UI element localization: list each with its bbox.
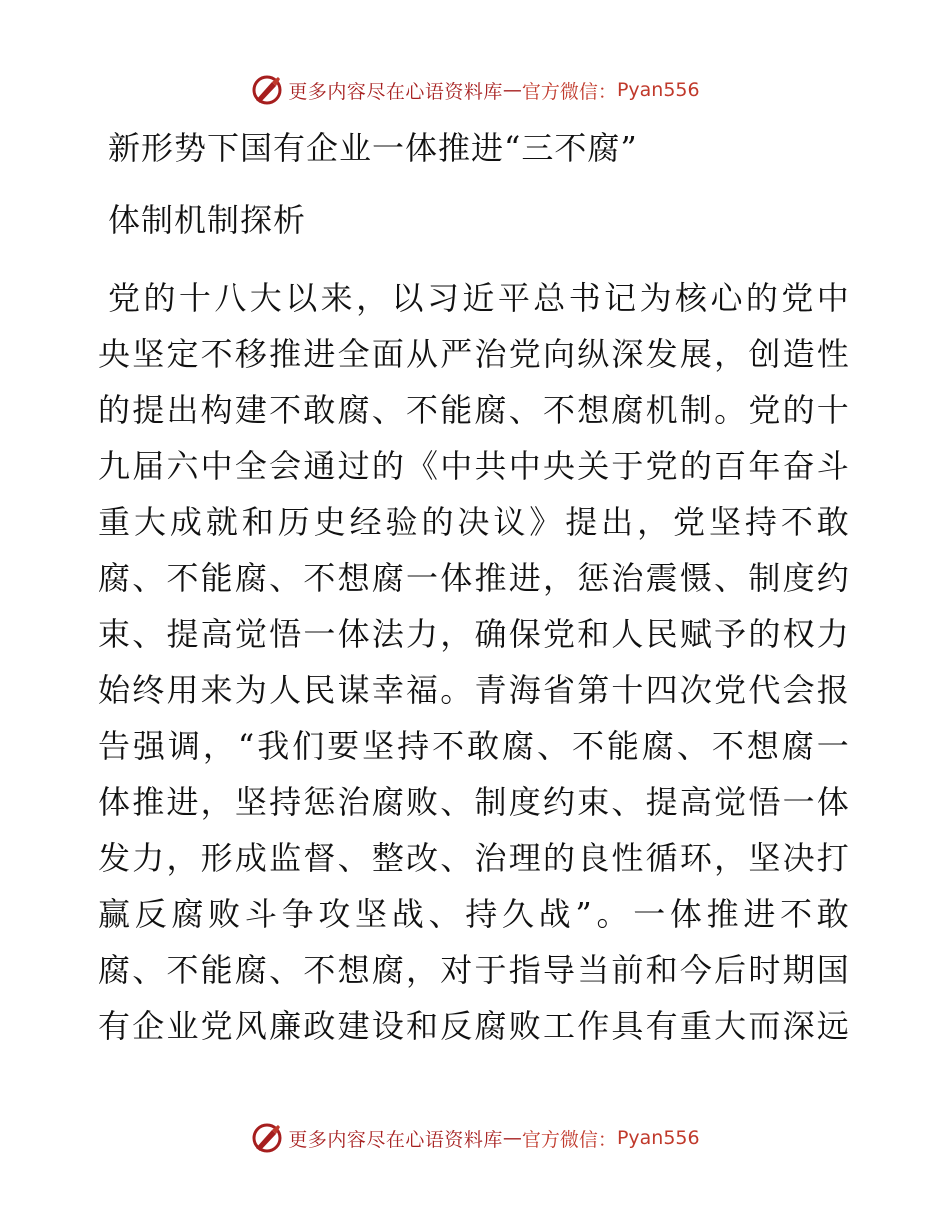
quill-logo-icon <box>250 1121 284 1155</box>
banner-separator: — <box>502 1127 522 1149</box>
body-line: 的提出构建不敢腐、不能腐、不想腐机制。党的十 <box>98 391 850 429</box>
body-line: 央坚定不移推进全面从严治党向纵深发展，创造性 <box>98 335 850 373</box>
body-line: 九届六中全会通过的《中共中央关于党的百年奋斗 <box>98 447 850 485</box>
banner-wechat-id: Pyan556 <box>616 1127 700 1149</box>
document-body <box>98 270 850 1054</box>
header-banner <box>0 70 950 110</box>
body-line: 告强调，“我们要坚持不敢腐、不能腐、不想腐一 <box>98 727 850 765</box>
body-line: 体推进，坚持惩治腐败、制度约束、提高觉悟一体 <box>98 783 850 821</box>
body-line: 始终用来为人民谋幸福。青海省第十四次党代会报 <box>98 671 850 709</box>
body-line: 重大成就和历史经验的决议》提出，党坚持不敢 <box>98 503 850 541</box>
body-line: 赢反腐败斗争攻坚战、持久战”。一体推进不敢 <box>98 895 850 933</box>
quill-logo-icon <box>250 73 284 107</box>
body-line: 有企业党风廉政建设和反腐败工作具有重大而深远 <box>98 1007 850 1045</box>
banner-text: 更多内容尽在心语资料库 <box>288 1128 503 1151</box>
body-line: 党的十八大以来，以习近平总书记为核心的党中 <box>108 279 850 317</box>
footer-banner <box>0 1118 950 1158</box>
banner-separator: — <box>502 79 522 101</box>
body-line: 发力，形成监督、整改、治理的良性循环，坚决打 <box>98 839 850 877</box>
document-title-line-1: 新形势下国有企业一体推进“三不腐” <box>108 129 638 167</box>
banner-wechat-label: 官方微信： <box>521 1128 617 1151</box>
document-title-line-2: 体制机制探析 <box>108 201 307 239</box>
body-line: 腐、不能腐、不想腐，对于指导当前和今后时期国 <box>98 951 850 989</box>
body-line: 腐、不能腐、不想腐一体推进，惩治震慑、制度约 <box>98 559 850 597</box>
banner-wechat-label: 官方微信： <box>521 80 617 103</box>
body-line: 束、提高觉悟一体法力，确保党和人民赋予的权力 <box>98 615 850 653</box>
banner-text: 更多内容尽在心语资料库 <box>288 80 503 103</box>
banner-wechat-id: Pyan556 <box>616 79 700 101</box>
